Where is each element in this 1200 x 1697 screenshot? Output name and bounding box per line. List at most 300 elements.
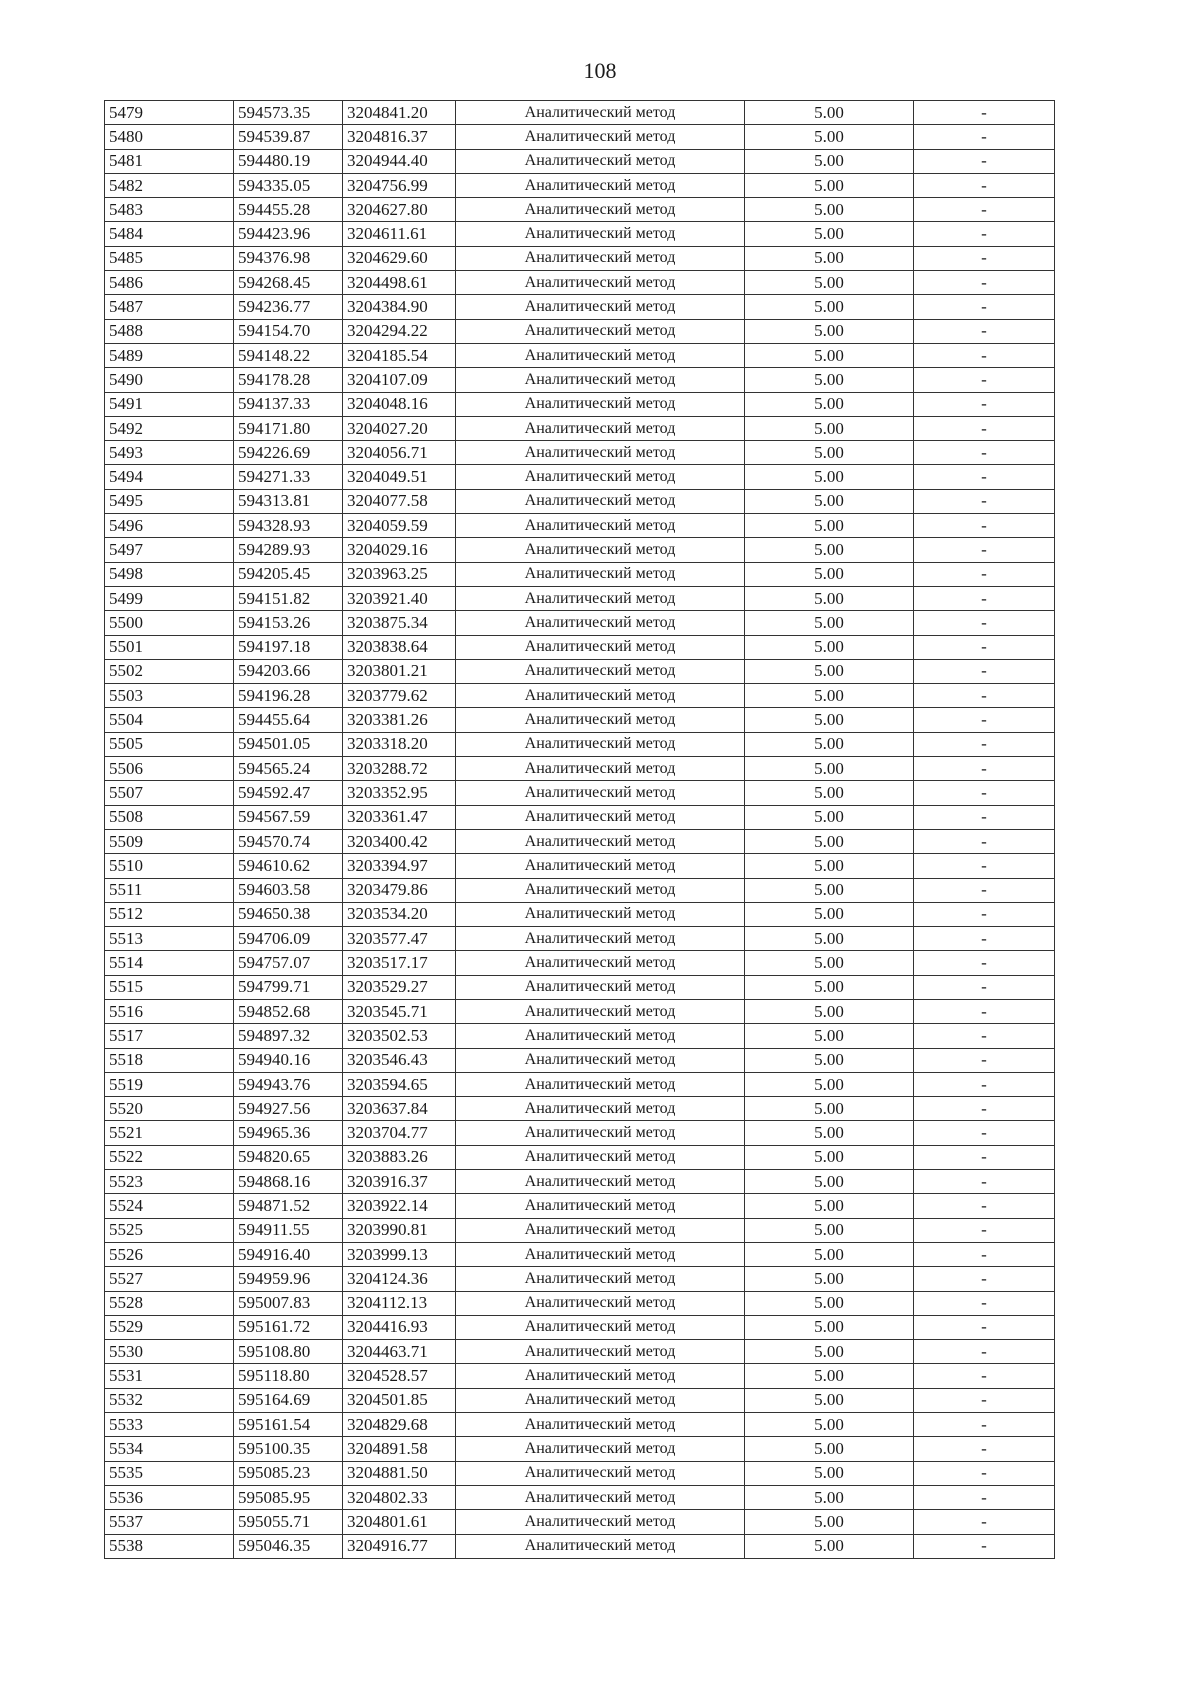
accuracy-cell: 5.00 (745, 1340, 914, 1364)
x-coordinate-cell: 594871.52 (234, 1194, 343, 1218)
method-cell: Аналитический метод (456, 1121, 745, 1145)
accuracy-cell: 5.00 (745, 1170, 914, 1194)
y-coordinate-cell: 3204611.61 (343, 222, 456, 246)
table-row (105, 951, 1055, 975)
point-number-cell: 5491 (105, 392, 234, 416)
accuracy-cell: 5.00 (745, 271, 914, 295)
table-row (105, 1315, 1055, 1339)
table-row (105, 757, 1055, 781)
point-number-cell: 5507 (105, 781, 234, 805)
x-coordinate-cell: 595046.35 (234, 1534, 343, 1558)
accuracy-cell: 5.00 (745, 1024, 914, 1048)
dash-cell: - (914, 1121, 1055, 1145)
x-coordinate-cell: 594335.05 (234, 173, 343, 197)
dash-cell: - (914, 659, 1055, 683)
y-coordinate-cell: 3204528.57 (343, 1364, 456, 1388)
point-number-cell: 5535 (105, 1461, 234, 1485)
y-coordinate-cell: 3204056.71 (343, 441, 456, 465)
accuracy-cell: 5.00 (745, 489, 914, 513)
method-cell: Аналитический метод (456, 951, 745, 975)
y-coordinate-cell: 3203288.72 (343, 757, 456, 781)
point-number-cell: 5517 (105, 1024, 234, 1048)
table-row (105, 1437, 1055, 1461)
method-cell: Аналитический метод (456, 708, 745, 732)
x-coordinate-cell: 594965.36 (234, 1121, 343, 1145)
point-number-cell: 5494 (105, 465, 234, 489)
table-row (105, 684, 1055, 708)
y-coordinate-cell: 3204185.54 (343, 343, 456, 367)
x-coordinate-cell: 594480.19 (234, 149, 343, 173)
x-coordinate-cell: 595085.95 (234, 1485, 343, 1509)
dash-cell: - (914, 878, 1055, 902)
accuracy-cell: 5.00 (745, 149, 914, 173)
dash-cell: - (914, 708, 1055, 732)
accuracy-cell: 5.00 (745, 1194, 914, 1218)
table-row (105, 902, 1055, 926)
x-coordinate-cell: 594268.45 (234, 271, 343, 295)
x-coordinate-cell: 594610.62 (234, 854, 343, 878)
accuracy-cell: 5.00 (745, 975, 914, 999)
point-number-cell: 5502 (105, 659, 234, 683)
dash-cell: - (914, 1315, 1055, 1339)
dash-cell: - (914, 1242, 1055, 1266)
point-number-cell: 5503 (105, 684, 234, 708)
table-row (105, 1340, 1055, 1364)
method-cell: Аналитический метод (456, 441, 745, 465)
point-number-cell: 5516 (105, 999, 234, 1023)
y-coordinate-cell: 3203517.17 (343, 951, 456, 975)
point-number-cell: 5527 (105, 1267, 234, 1291)
table-row (105, 1048, 1055, 1072)
method-cell: Аналитический метод (456, 1291, 745, 1315)
y-coordinate-cell: 3203838.64 (343, 635, 456, 659)
point-number-cell: 5510 (105, 854, 234, 878)
table-row (105, 416, 1055, 440)
accuracy-cell: 5.00 (745, 368, 914, 392)
point-number-cell: 5520 (105, 1097, 234, 1121)
table-row (105, 635, 1055, 659)
y-coordinate-cell: 3203529.27 (343, 975, 456, 999)
x-coordinate-cell: 595055.71 (234, 1510, 343, 1534)
table-row (105, 1072, 1055, 1096)
table-row (105, 295, 1055, 319)
y-coordinate-cell: 3203534.20 (343, 902, 456, 926)
table-row (105, 198, 1055, 222)
dash-cell: - (914, 1072, 1055, 1096)
method-cell: Аналитический метод (456, 805, 745, 829)
table-row (105, 1388, 1055, 1412)
point-number-cell: 5526 (105, 1242, 234, 1266)
y-coordinate-cell: 3203546.43 (343, 1048, 456, 1072)
y-coordinate-cell: 3204891.58 (343, 1437, 456, 1461)
method-cell: Аналитический метод (456, 659, 745, 683)
dash-cell: - (914, 951, 1055, 975)
x-coordinate-cell: 594868.16 (234, 1170, 343, 1194)
accuracy-cell: 5.00 (745, 829, 914, 853)
y-coordinate-cell: 3204829.68 (343, 1413, 456, 1437)
table-row (105, 1170, 1055, 1194)
y-coordinate-cell: 3204841.20 (343, 101, 456, 125)
dash-cell: - (914, 538, 1055, 562)
table-row (105, 708, 1055, 732)
x-coordinate-cell: 594940.16 (234, 1048, 343, 1072)
y-coordinate-cell: 3203963.25 (343, 562, 456, 586)
table-row (105, 781, 1055, 805)
accuracy-cell: 5.00 (745, 1388, 914, 1412)
dash-cell: - (914, 319, 1055, 343)
accuracy-cell: 5.00 (745, 999, 914, 1023)
coordinates-table (104, 100, 1055, 1559)
method-cell: Аналитический метод (456, 1170, 745, 1194)
accuracy-cell: 5.00 (745, 951, 914, 975)
table-row (105, 1097, 1055, 1121)
accuracy-cell: 5.00 (745, 562, 914, 586)
x-coordinate-cell: 594205.45 (234, 562, 343, 586)
accuracy-cell: 5.00 (745, 1534, 914, 1558)
accuracy-cell: 5.00 (745, 392, 914, 416)
dash-cell: - (914, 1340, 1055, 1364)
point-number-cell: 5518 (105, 1048, 234, 1072)
point-number-cell: 5479 (105, 101, 234, 125)
dash-cell: - (914, 125, 1055, 149)
accuracy-cell: 5.00 (745, 125, 914, 149)
y-coordinate-cell: 3204112.13 (343, 1291, 456, 1315)
accuracy-cell: 5.00 (745, 635, 914, 659)
accuracy-cell: 5.00 (745, 1242, 914, 1266)
accuracy-cell: 5.00 (745, 1145, 914, 1169)
point-number-cell: 5522 (105, 1145, 234, 1169)
dash-cell: - (914, 149, 1055, 173)
y-coordinate-cell: 3204756.99 (343, 173, 456, 197)
accuracy-cell: 5.00 (745, 684, 914, 708)
method-cell: Аналитический метод (456, 635, 745, 659)
dash-cell: - (914, 514, 1055, 538)
point-number-cell: 5489 (105, 343, 234, 367)
method-cell: Аналитический метод (456, 1340, 745, 1364)
table-row (105, 1291, 1055, 1315)
point-number-cell: 5484 (105, 222, 234, 246)
dash-cell: - (914, 611, 1055, 635)
table-row (105, 514, 1055, 538)
accuracy-cell: 5.00 (745, 1437, 914, 1461)
dash-cell: - (914, 1145, 1055, 1169)
y-coordinate-cell: 3203916.37 (343, 1170, 456, 1194)
method-cell: Аналитический метод (456, 1485, 745, 1509)
point-number-cell: 5529 (105, 1315, 234, 1339)
y-coordinate-cell: 3203502.53 (343, 1024, 456, 1048)
accuracy-cell: 5.00 (745, 1121, 914, 1145)
method-cell: Аналитический метод (456, 1024, 745, 1048)
x-coordinate-cell: 594154.70 (234, 319, 343, 343)
method-cell: Аналитический метод (456, 1510, 745, 1534)
point-number-cell: 5508 (105, 805, 234, 829)
y-coordinate-cell: 3203545.71 (343, 999, 456, 1023)
y-coordinate-cell: 3203637.84 (343, 1097, 456, 1121)
accuracy-cell: 5.00 (745, 1315, 914, 1339)
dash-cell: - (914, 1485, 1055, 1509)
x-coordinate-cell: 595161.72 (234, 1315, 343, 1339)
table-row (105, 441, 1055, 465)
method-cell: Аналитический метод (456, 465, 745, 489)
point-number-cell: 5497 (105, 538, 234, 562)
accuracy-cell: 5.00 (745, 1072, 914, 1096)
x-coordinate-cell: 594236.77 (234, 295, 343, 319)
x-coordinate-cell: 594501.05 (234, 732, 343, 756)
accuracy-cell: 5.00 (745, 295, 914, 319)
table-row (105, 343, 1055, 367)
y-coordinate-cell: 3204029.16 (343, 538, 456, 562)
y-coordinate-cell: 3204124.36 (343, 1267, 456, 1291)
y-coordinate-cell: 3203883.26 (343, 1145, 456, 1169)
dash-cell: - (914, 1534, 1055, 1558)
dash-cell: - (914, 416, 1055, 440)
x-coordinate-cell: 594423.96 (234, 222, 343, 246)
accuracy-cell: 5.00 (745, 173, 914, 197)
dash-cell: - (914, 927, 1055, 951)
point-number-cell: 5488 (105, 319, 234, 343)
dash-cell: - (914, 902, 1055, 926)
dash-cell: - (914, 1097, 1055, 1121)
accuracy-cell: 5.00 (745, 1267, 914, 1291)
y-coordinate-cell: 3203594.65 (343, 1072, 456, 1096)
method-cell: Аналитический метод (456, 829, 745, 853)
accuracy-cell: 5.00 (745, 878, 914, 902)
x-coordinate-cell: 594313.81 (234, 489, 343, 513)
accuracy-cell: 5.00 (745, 805, 914, 829)
dash-cell: - (914, 635, 1055, 659)
x-coordinate-cell: 594852.68 (234, 999, 343, 1023)
accuracy-cell: 5.00 (745, 611, 914, 635)
table-row (105, 125, 1055, 149)
table-row (105, 829, 1055, 853)
point-number-cell: 5528 (105, 1291, 234, 1315)
coordinates-table-body (105, 101, 1055, 1559)
point-number-cell: 5533 (105, 1413, 234, 1437)
method-cell: Аналитический метод (456, 246, 745, 270)
point-number-cell: 5514 (105, 951, 234, 975)
x-coordinate-cell: 594603.58 (234, 878, 343, 902)
dash-cell: - (914, 1413, 1055, 1437)
point-number-cell: 5511 (105, 878, 234, 902)
method-cell: Аналитический метод (456, 295, 745, 319)
y-coordinate-cell: 3203704.77 (343, 1121, 456, 1145)
dash-cell: - (914, 173, 1055, 197)
table-row (105, 271, 1055, 295)
table-row (105, 1145, 1055, 1169)
point-number-cell: 5485 (105, 246, 234, 270)
dash-cell: - (914, 562, 1055, 586)
y-coordinate-cell: 3204048.16 (343, 392, 456, 416)
y-coordinate-cell: 3203801.21 (343, 659, 456, 683)
y-coordinate-cell: 3203999.13 (343, 1242, 456, 1266)
method-cell: Аналитический метод (456, 392, 745, 416)
method-cell: Аналитический метод (456, 514, 745, 538)
point-number-cell: 5500 (105, 611, 234, 635)
point-number-cell: 5524 (105, 1194, 234, 1218)
y-coordinate-cell: 3204059.59 (343, 514, 456, 538)
dash-cell: - (914, 805, 1055, 829)
table-row (105, 368, 1055, 392)
method-cell: Аналитический метод (456, 878, 745, 902)
table-row (105, 319, 1055, 343)
table-row (105, 732, 1055, 756)
y-coordinate-cell: 3203394.97 (343, 854, 456, 878)
accuracy-cell: 5.00 (745, 343, 914, 367)
point-number-cell: 5530 (105, 1340, 234, 1364)
point-number-cell: 5512 (105, 902, 234, 926)
point-number-cell: 5482 (105, 173, 234, 197)
x-coordinate-cell: 594289.93 (234, 538, 343, 562)
x-coordinate-cell: 594650.38 (234, 902, 343, 926)
x-coordinate-cell: 594197.18 (234, 635, 343, 659)
table-row (105, 173, 1055, 197)
accuracy-cell: 5.00 (745, 902, 914, 926)
dash-cell: - (914, 271, 1055, 295)
method-cell: Аналитический метод (456, 586, 745, 610)
table-row (105, 1242, 1055, 1266)
table-row (105, 101, 1055, 125)
dash-cell: - (914, 1048, 1055, 1072)
y-coordinate-cell: 3204802.33 (343, 1485, 456, 1509)
x-coordinate-cell: 594328.93 (234, 514, 343, 538)
x-coordinate-cell: 594148.22 (234, 343, 343, 367)
point-number-cell: 5505 (105, 732, 234, 756)
method-cell: Аналитический метод (456, 781, 745, 805)
y-coordinate-cell: 3204107.09 (343, 368, 456, 392)
dash-cell: - (914, 1267, 1055, 1291)
dash-cell: - (914, 489, 1055, 513)
dash-cell: - (914, 732, 1055, 756)
table-row (105, 1461, 1055, 1485)
method-cell: Аналитический метод (456, 489, 745, 513)
dash-cell: - (914, 198, 1055, 222)
table-row (105, 149, 1055, 173)
y-coordinate-cell: 3203318.20 (343, 732, 456, 756)
dash-cell: - (914, 441, 1055, 465)
method-cell: Аналитический метод (456, 1194, 745, 1218)
method-cell: Аналитический метод (456, 611, 745, 635)
y-coordinate-cell: 3204629.60 (343, 246, 456, 270)
point-number-cell: 5495 (105, 489, 234, 513)
x-coordinate-cell: 595085.23 (234, 1461, 343, 1485)
dash-cell: - (914, 1388, 1055, 1412)
y-coordinate-cell: 3204416.93 (343, 1315, 456, 1339)
accuracy-cell: 5.00 (745, 198, 914, 222)
method-cell: Аналитический метод (456, 343, 745, 367)
table-row (105, 1364, 1055, 1388)
y-coordinate-cell: 3203400.42 (343, 829, 456, 853)
dash-cell: - (914, 295, 1055, 319)
y-coordinate-cell: 3204463.71 (343, 1340, 456, 1364)
dash-cell: - (914, 1170, 1055, 1194)
y-coordinate-cell: 3203381.26 (343, 708, 456, 732)
table-row (105, 586, 1055, 610)
x-coordinate-cell: 594151.82 (234, 586, 343, 610)
x-coordinate-cell: 594226.69 (234, 441, 343, 465)
method-cell: Аналитический метод (456, 854, 745, 878)
accuracy-cell: 5.00 (745, 659, 914, 683)
dash-cell: - (914, 684, 1055, 708)
x-coordinate-cell: 594757.07 (234, 951, 343, 975)
accuracy-cell: 5.00 (745, 538, 914, 562)
accuracy-cell: 5.00 (745, 781, 914, 805)
x-coordinate-cell: 594573.35 (234, 101, 343, 125)
table-row (105, 1121, 1055, 1145)
method-cell: Аналитический метод (456, 975, 745, 999)
dash-cell: - (914, 343, 1055, 367)
x-coordinate-cell: 594376.98 (234, 246, 343, 270)
table-row (105, 854, 1055, 878)
y-coordinate-cell: 3204077.58 (343, 489, 456, 513)
x-coordinate-cell: 595100.35 (234, 1437, 343, 1461)
dash-cell: - (914, 975, 1055, 999)
accuracy-cell: 5.00 (745, 732, 914, 756)
point-number-cell: 5531 (105, 1364, 234, 1388)
accuracy-cell: 5.00 (745, 1364, 914, 1388)
point-number-cell: 5532 (105, 1388, 234, 1412)
y-coordinate-cell: 3204501.85 (343, 1388, 456, 1412)
dash-cell: - (914, 222, 1055, 246)
page-number: 108 (583, 58, 617, 83)
point-number-cell: 5483 (105, 198, 234, 222)
dash-cell: - (914, 1437, 1055, 1461)
point-number-cell: 5521 (105, 1121, 234, 1145)
accuracy-cell: 5.00 (745, 1291, 914, 1315)
y-coordinate-cell: 3204816.37 (343, 125, 456, 149)
point-number-cell: 5490 (105, 368, 234, 392)
point-number-cell: 5498 (105, 562, 234, 586)
accuracy-cell: 5.00 (745, 1510, 914, 1534)
y-coordinate-cell: 3204384.90 (343, 295, 456, 319)
accuracy-cell: 5.00 (745, 101, 914, 125)
method-cell: Аналитический метод (456, 927, 745, 951)
table-row (105, 246, 1055, 270)
table-row (105, 611, 1055, 635)
x-coordinate-cell: 595161.54 (234, 1413, 343, 1437)
point-number-cell: 5506 (105, 757, 234, 781)
x-coordinate-cell: 594565.24 (234, 757, 343, 781)
point-number-cell: 5509 (105, 829, 234, 853)
x-coordinate-cell: 594567.59 (234, 805, 343, 829)
x-coordinate-cell: 594178.28 (234, 368, 343, 392)
method-cell: Аналитический метод (456, 902, 745, 926)
x-coordinate-cell: 595164.69 (234, 1388, 343, 1412)
accuracy-cell: 5.00 (745, 1218, 914, 1242)
table-row (105, 1218, 1055, 1242)
method-cell: Аналитический метод (456, 1388, 745, 1412)
point-number-cell: 5492 (105, 416, 234, 440)
point-number-cell: 5480 (105, 125, 234, 149)
method-cell: Аналитический метод (456, 198, 745, 222)
accuracy-cell: 5.00 (745, 927, 914, 951)
x-coordinate-cell: 594959.96 (234, 1267, 343, 1291)
dash-cell: - (914, 1364, 1055, 1388)
table-row (105, 392, 1055, 416)
accuracy-cell: 5.00 (745, 1485, 914, 1509)
method-cell: Аналитический метод (456, 149, 745, 173)
accuracy-cell: 5.00 (745, 708, 914, 732)
x-coordinate-cell: 594820.65 (234, 1145, 343, 1169)
x-coordinate-cell: 594943.76 (234, 1072, 343, 1096)
accuracy-cell: 5.00 (745, 586, 914, 610)
method-cell: Аналитический метод (456, 684, 745, 708)
accuracy-cell: 5.00 (745, 1413, 914, 1437)
method-cell: Аналитический метод (456, 271, 745, 295)
point-number-cell: 5499 (105, 586, 234, 610)
method-cell: Аналитический метод (456, 1461, 745, 1485)
method-cell: Аналитический метод (456, 101, 745, 125)
table-row (105, 1413, 1055, 1437)
